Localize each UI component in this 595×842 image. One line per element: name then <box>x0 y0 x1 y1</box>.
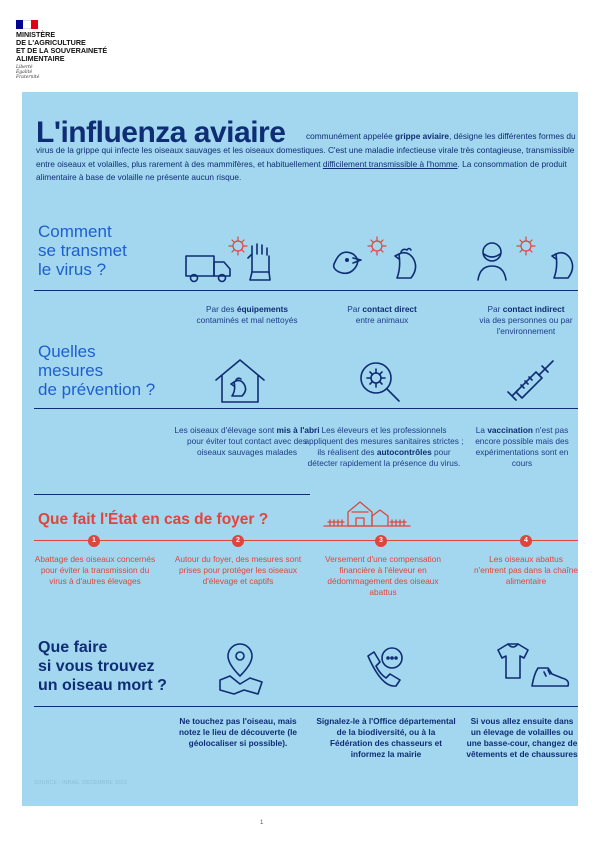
ministry-logo <box>16 20 136 80</box>
prevention-item-selfchecks: Les éleveurs et les professionnels appliquent des mesures sanitaires strictes ; ils réalisent des autocontrôles pour détecter rapidement la présence du virus. <box>304 425 464 468</box>
person-and-bird-icon <box>472 234 578 284</box>
step-2-text: Autour du foyer, des mesures sont prises pour protéger les oiseaux d'élevage et captifs <box>174 554 302 586</box>
prevention-item-shelter: Les oiseaux d'élevage sont mis à l'abri pour éviter tout contact avec des oiseaux sauvages malades <box>174 425 320 457</box>
dead-bird-item-report: Signalez-le à l'Office départemental de la biodiversité, ou à la Fédération des chasseurs et informez la mairie <box>316 716 456 759</box>
step-2-marker: 2 <box>232 535 244 547</box>
step-1-text: Abattage des oiseaux concernés pour éviter la transmission du virus à d'autres élevages <box>34 554 156 586</box>
birds-contact-icon <box>327 234 437 284</box>
french-flag-icon <box>16 20 38 29</box>
virus-magnifier-icon <box>352 356 408 406</box>
ministry-name: MINISTÈRE DE L'AGRICULTURE ET DE LA SOUVERAINETÉ ALIMENTAIRE <box>16 30 108 63</box>
dead-bird-item-clothes: Si vous allez ensuite dans un élevage de volailles ou une basse-cour, changez de vêtements et de chaussures <box>466 716 578 759</box>
transmission-heading: Comment se transmet le virus ? <box>38 222 127 279</box>
source-note: SOURCE : INRAE, DÉCEMBRE 2022 <box>34 780 128 786</box>
prevention-item-vaccination: La vaccination n'est pas encore possible mais des expérimentations sont en cours <box>475 425 569 468</box>
step-4-marker: 4 <box>520 535 532 547</box>
transmission-item-direct: Par contact direct entre animaux <box>347 304 417 325</box>
state-heading: Que fait l'État en cas de foyer ? <box>38 511 269 528</box>
page-marker: 1 <box>260 820 264 826</box>
map-pin-icon <box>210 640 270 696</box>
steps-timeline <box>34 540 578 541</box>
phone-call-icon <box>354 640 414 696</box>
step-4-text: Les oiseaux abattus n'entrent pas dans la chaîne alimentaire <box>474 554 578 586</box>
republic-motto: Liberté Égalité Fraternité <box>16 65 40 80</box>
transmission-item-indirect: Par contact indirect via des personnes ou par l'environnement <box>479 304 573 336</box>
step-3-marker: 3 <box>375 535 387 547</box>
syringe-icon <box>502 356 558 406</box>
truck-and-glove-icon <box>182 234 292 284</box>
step-1-marker: 1 <box>88 535 100 547</box>
intro-paragraph: communément appelée grippe aviaire, désigne les différentes formes du virus de la grippe qui infecte les oiseaux sauvages et les oiseaux domestiques. C'est une maladie infectieuse virale très contagieuse, transmissible entre oiseaux et volailles, plus rarement à des mammifères, et habituellement difficilement transmissible à l'homme. La consommation de produit alimentaire à base de volaille ne présente aucun risque. <box>36 131 576 183</box>
clothes-and-shoes-icon <box>488 640 574 696</box>
section-divider <box>34 290 578 291</box>
dead-bird-heading: Que faire si vous trouvez un oiseau mort ? <box>38 639 167 694</box>
prevention-heading: Quelles mesures de prévention ? <box>38 342 156 399</box>
dead-bird-item-location: Ne touchez pas l'oiseau, mais notez le lieu de découverte (le géolocaliser si possible). <box>178 716 298 748</box>
bird-shelter-icon <box>212 356 268 406</box>
farm-building-icon <box>322 494 412 528</box>
section-divider <box>34 706 578 707</box>
transmission-item-equipment: Par des équipements contaminés et mal nettoyés <box>196 304 298 325</box>
section-divider <box>34 408 578 409</box>
section-divider <box>34 494 310 495</box>
step-3-text: Versement d'une compensation financière à l'éleveur en dédommagement des oiseaux abattus <box>325 554 441 597</box>
avian-flu-poster <box>22 92 578 806</box>
poster-title: L'influenza aviaire <box>36 116 286 149</box>
